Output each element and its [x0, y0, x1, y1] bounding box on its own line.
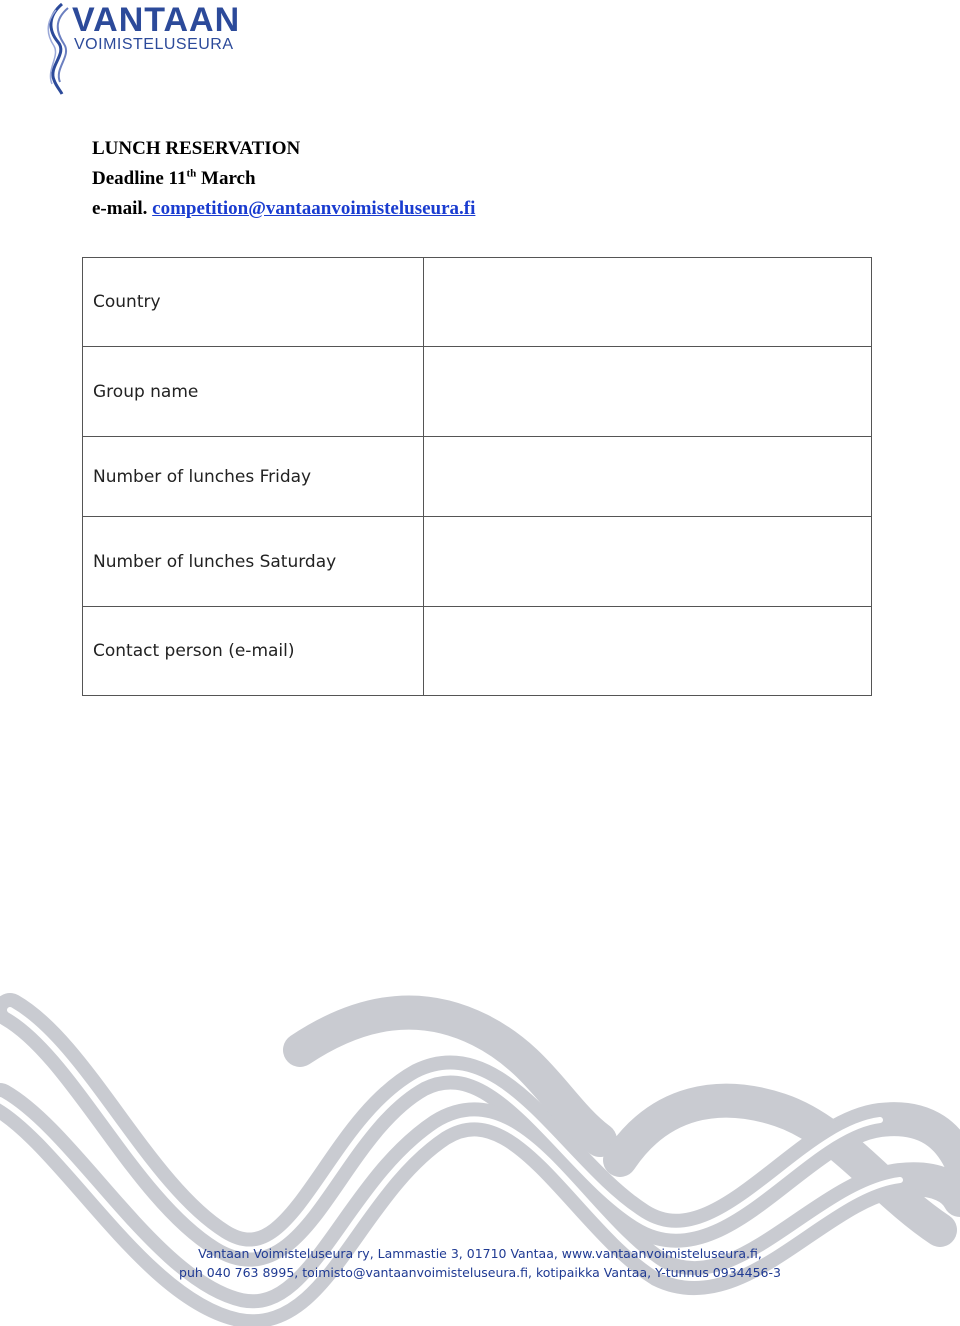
- table-row: [83, 347, 872, 437]
- row-value-cell[interactable]: [424, 437, 872, 517]
- table-row: [83, 258, 872, 347]
- row-label: Number of lunches Saturday: [83, 517, 424, 607]
- logo-name: VANTAAN: [72, 1, 241, 39]
- row-label: Contact person (e-mail): [83, 607, 424, 696]
- deadline-superscript: th: [186, 167, 197, 180]
- table-row: [83, 517, 872, 607]
- deadline: [92, 164, 475, 194]
- footer-line-2: puh 040 763 8995, toimisto@vantaanvoimisteluseura.fi, kotipaikka Vantaa, Y-tunnus 0934456-3: [179, 1265, 781, 1280]
- row-label: Group name: [83, 347, 424, 437]
- row-label: Country: [83, 258, 424, 347]
- email-link[interactable]: competition@vantaanvoimisteluseura.fi: [152, 198, 476, 219]
- page-title: LUNCH RESERVATION: [92, 138, 301, 159]
- table-row: [83, 437, 872, 517]
- table-row: [83, 607, 872, 696]
- row-label: Number of lunches Friday: [83, 437, 424, 517]
- row-value-cell[interactable]: [424, 258, 872, 347]
- reservation-form-table: [82, 257, 872, 696]
- row-value-cell[interactable]: [424, 347, 872, 437]
- logo-subtitle: VOIMISTELUSEURA: [74, 36, 234, 53]
- row-value-cell[interactable]: [424, 607, 872, 696]
- deadline-suffix: March: [196, 168, 256, 189]
- email-line: [92, 194, 475, 224]
- deadline-prefix: Deadline 11: [92, 168, 187, 189]
- logo: [44, 0, 264, 96]
- footer-line-1: Vantaan Voimisteluseura ry, Lammastie 3, 01710 Vantaa, www.vantaanvoimisteluseura.fi,: [198, 1246, 762, 1261]
- heading-block: [92, 134, 475, 224]
- footer: [0, 1244, 960, 1282]
- row-value-cell[interactable]: [424, 517, 872, 607]
- email-prefix: e-mail.: [92, 198, 153, 219]
